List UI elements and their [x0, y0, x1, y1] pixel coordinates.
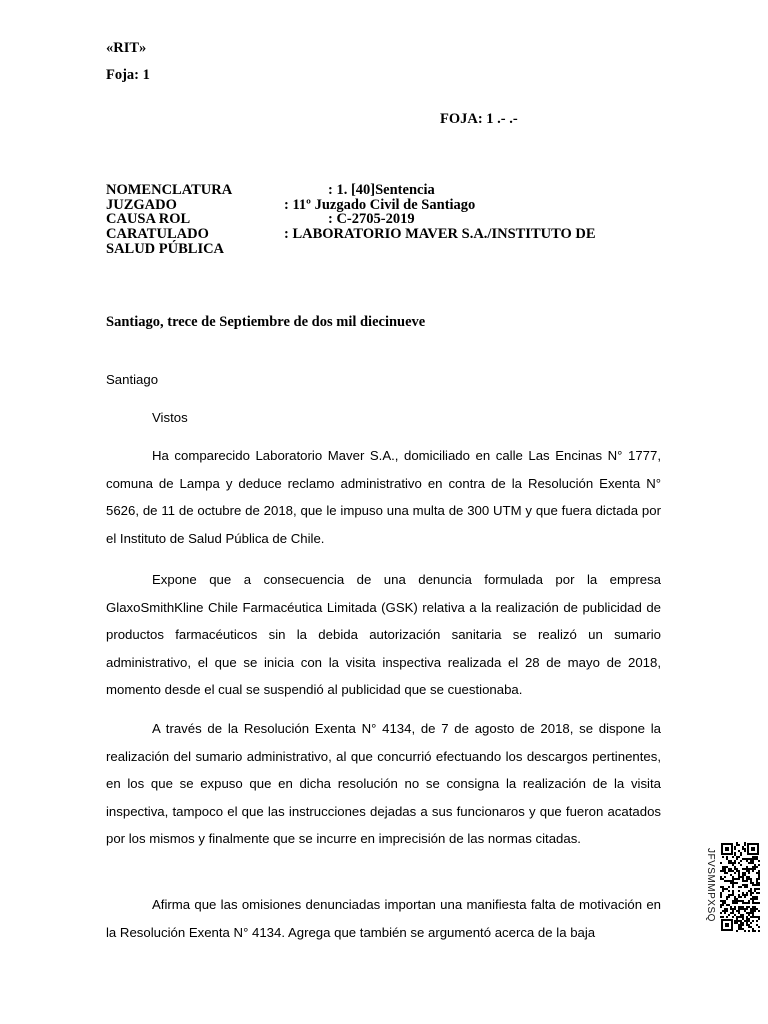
- meta-label: CARATULADO: [106, 226, 209, 242]
- city-line: Santiago: [106, 372, 159, 387]
- meta-label: NOMENCLATURA: [106, 182, 233, 198]
- meta-value: : C-2705-2019: [328, 211, 415, 227]
- meta-value: : LABORATORIO MAVER S.A./INSTITUTO DE: [284, 226, 596, 242]
- foja-label-large: FOJA: 1 .- .-: [440, 111, 518, 127]
- qr-code-icon: [720, 842, 760, 932]
- rit-field: «RIT»: [106, 40, 147, 56]
- meta-value: : 1. [40]Sentencia: [328, 182, 435, 198]
- vistos-heading: Vistos: [152, 410, 188, 425]
- verification-stamp: [704, 842, 758, 932]
- paragraph-1: Ha comparecido Laboratorio Maver S.A., domiciliado en calle Las Encinas N° 1777, comuna de Lampa y deduce reclamo administrativo en contra de la Resolución Exenta N° 5626, de 11 de octubre de 2018, que le impuso una multa de 300 UTM y que fuera dictada por el Instituto de Salud Pública de Chile.: [106, 448, 661, 546]
- date-line: Santiago, trece de Septiembre de dos mil diecinueve: [106, 314, 426, 330]
- meta-value: : 11º Juzgado Civil de Santiago: [284, 197, 476, 213]
- meta-label: JUZGADO: [106, 197, 177, 213]
- meta-label: CAUSA ROL: [106, 211, 191, 227]
- paragraph-2: Expone que a consecuencia de una denuncia formulada por la empresa GlaxoSmithKline Chile Farmacéutica Limitada (GSK) relativa a la realización de publicidad de productos farmacéuticos sin la debida autorización sanitaria se realizó un sumario administrativo, el que se inicia con la visita inspectiva realizada el 28 de mayo de 2018, momento desde el cual se suspendió al publicidad que se cuestionaba.: [106, 572, 661, 698]
- foja-label-small: Foja: 1: [106, 67, 150, 83]
- paragraph-3: A través de la Resolución Exenta N° 4134, de 7 de agosto de 2018, se dispone la realización del sumario administrativo, al que concurrió efectuando los descargos pertinentes, en los que se expuso que en dicha resolución no se consigna la realización de la visita inspectiva, tampoco el que las instrucciones dejadas a sus funcionaros y que fueron acatados por los mismos y finalmente que se incurre en imprecisión de las normas citadas.: [106, 721, 661, 847]
- meta-label: SALUD PÚBLICA: [106, 241, 225, 257]
- verification-code: JFVSMMPXSQ: [705, 848, 716, 922]
- paragraph-4: Afirma que las omisiones denunciadas importan una manifiesta falta de motivación en la Resolución Exenta N° 4134. Agrega que también se argumentó acerca de la baja: [106, 897, 661, 940]
